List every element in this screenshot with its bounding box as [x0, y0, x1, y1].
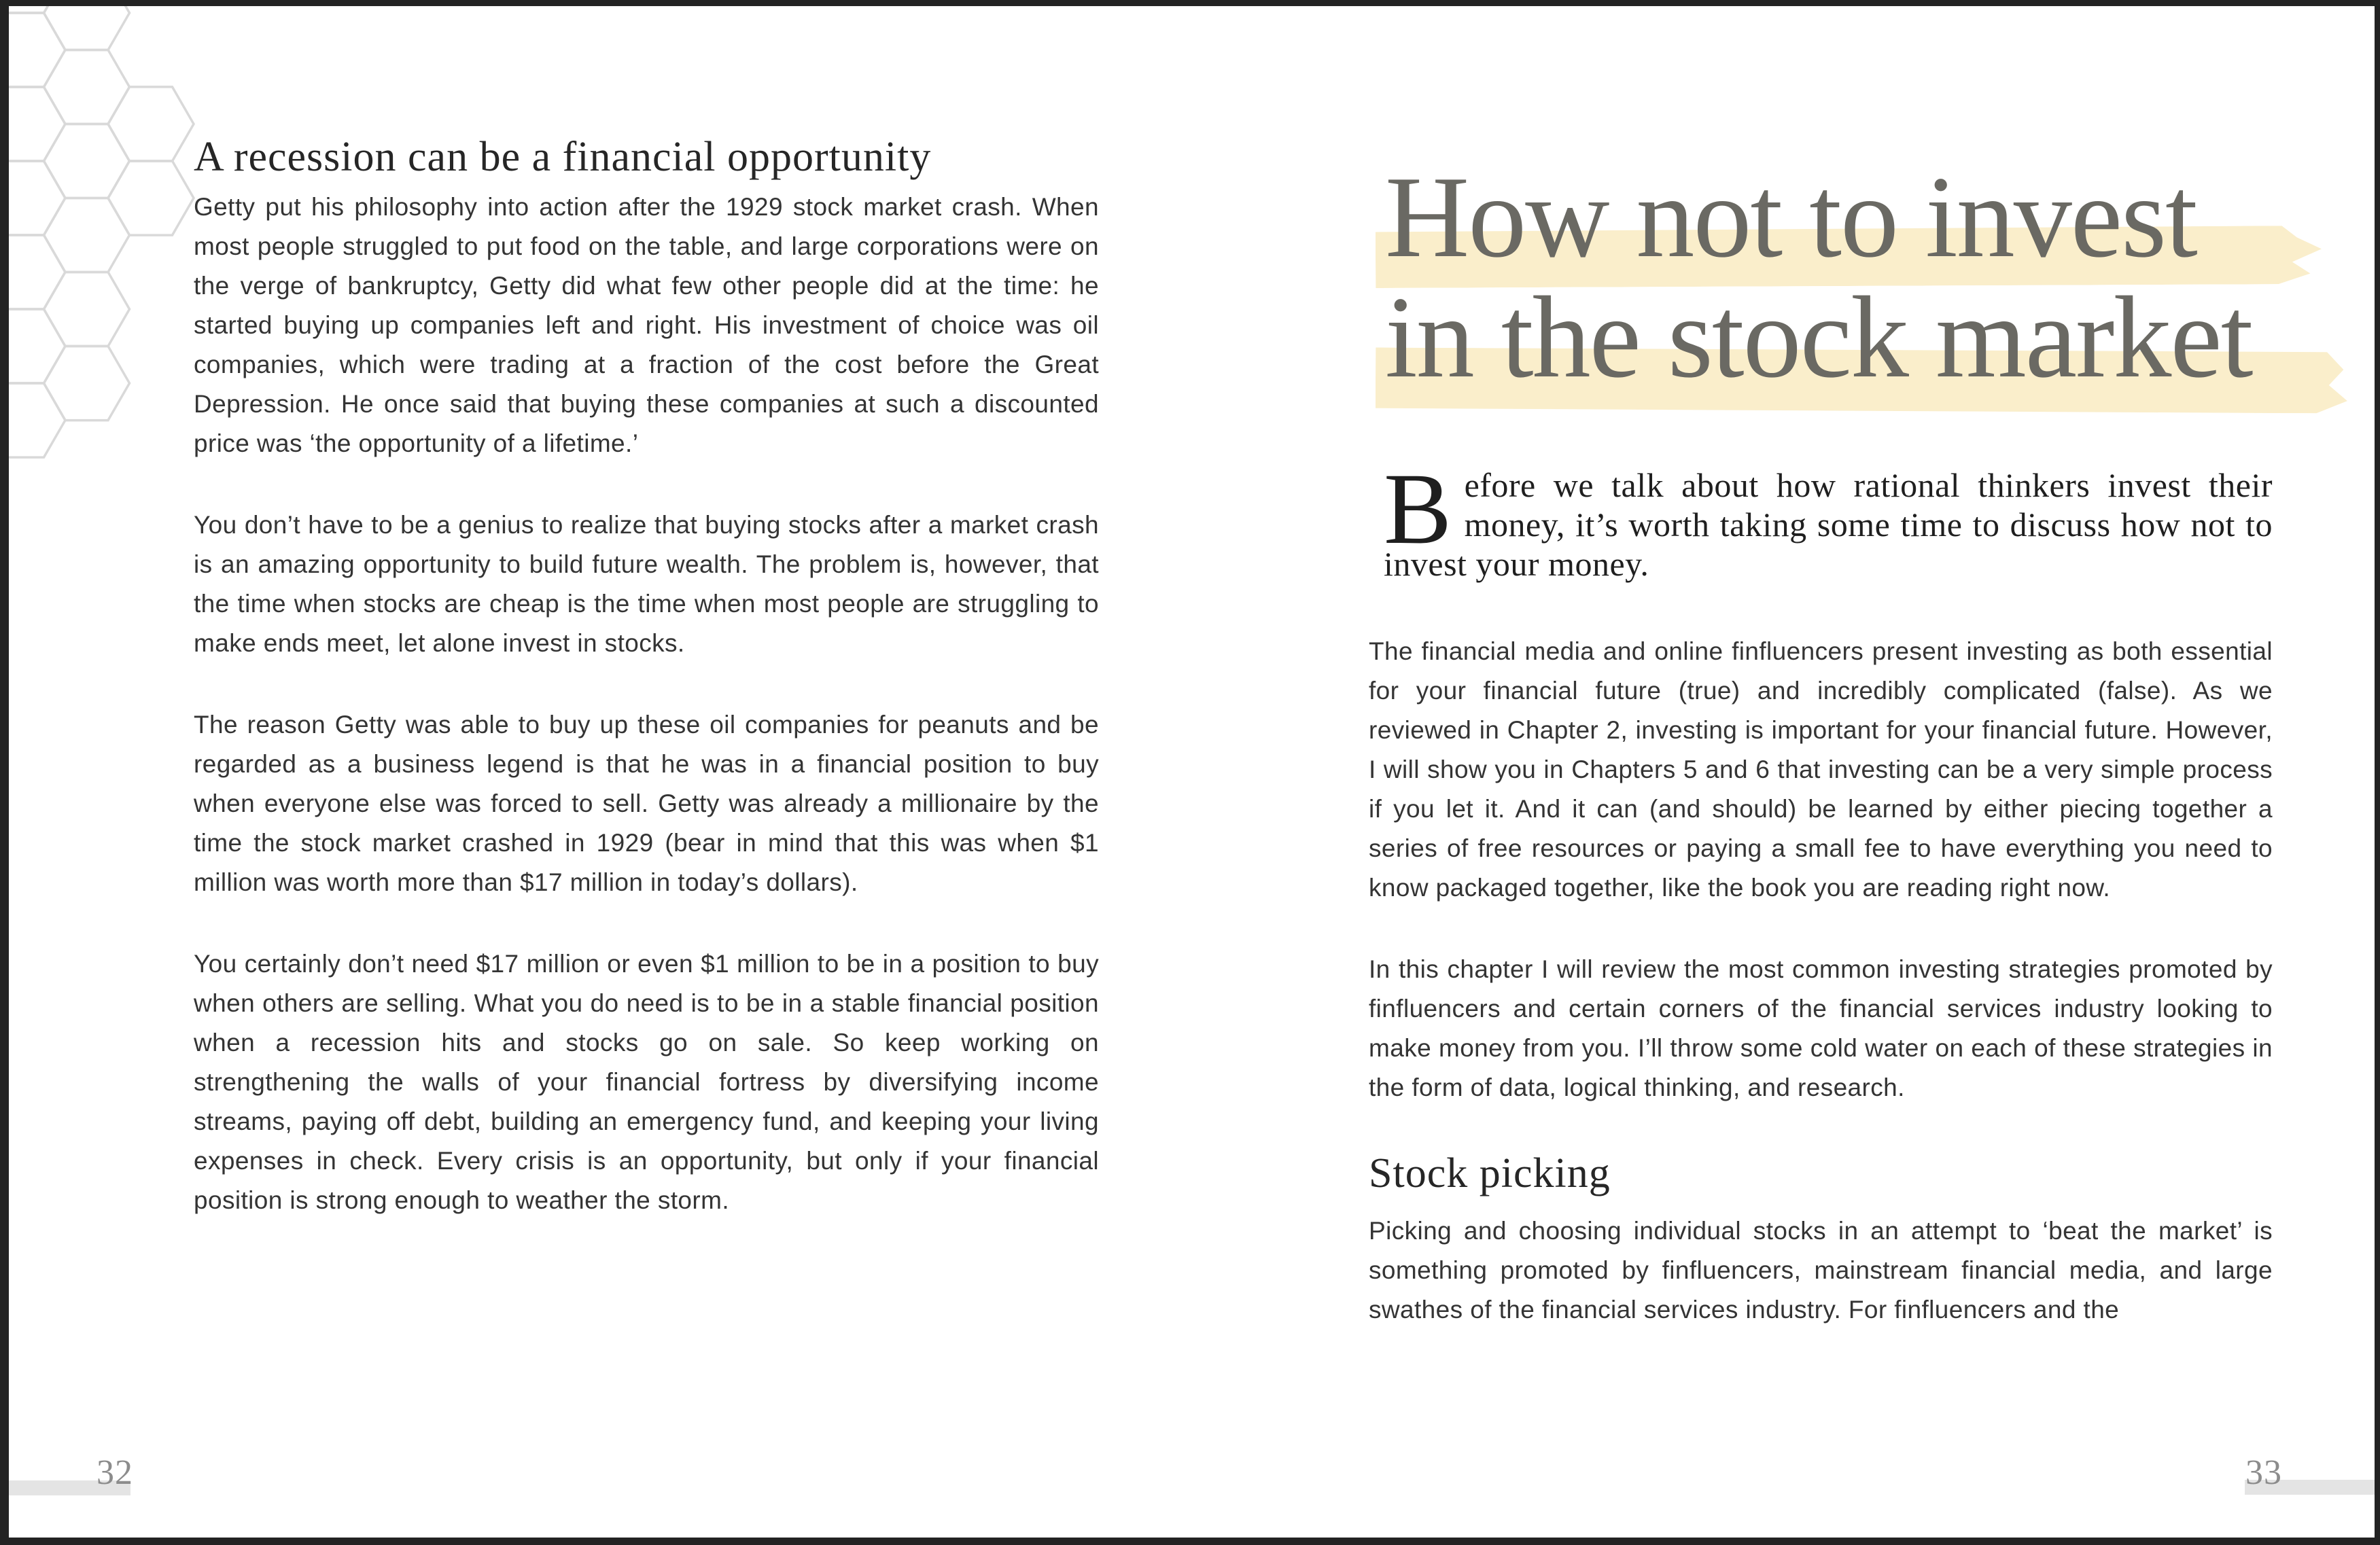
honeycomb-decoration [9, 6, 199, 482]
lede-paragraph [1384, 452, 2273, 584]
section-heading: A recession can be a financial opportunity [194, 134, 932, 180]
page-number: 33 [2245, 1453, 2282, 1492]
page-number: 32 [97, 1453, 133, 1492]
paragraph: You certainly don’t need $17 million or even $1 million to be in a position to buy when others are selling. What you do need is to be in a stable financial position when a recession hits and stocks go on sale. So keep working on strengthening the walls of your financial fortress by diversifying income streams, paying off debt, building an emergency fund, and keeping your living expenses in check. Every crisis is an opportunity, but only if your financial position is strong enough to weather the storm. [194, 950, 1099, 1214]
left-text-column [194, 188, 1099, 1220]
chapter-title-line1: How not to invest [1385, 153, 2197, 282]
paragraph: The financial media and online finfluencers present investing as both essential for your financial future (true) and incredibly complicated (false). As we reviewed in Chapter 2, investing is important for your financial future. However, I will show you in Chapters 5 and 6 that investing can be a very simple process if you let it. And it can (and should) be learned by either piecing together a series of free resources or paying a small fee to have everything you need to know packaged together, like the book you are reading right now. [1369, 637, 2273, 902]
paragraph: Picking and choosing individual stocks in an attempt to ‘beat the market’ is something promoted by finfluencers, mainstream financial media, and large swathes of the financial services industry. For finfluencers and the [1369, 1217, 2273, 1324]
hexagon-pattern-icon [9, 6, 199, 482]
lede-text: efore we talk about how rational thinkers invest their money, it’s worth taking some time to discuss how not to invest your money. [1384, 466, 2273, 583]
sub-heading: Stock picking [1369, 1150, 1611, 1196]
chapter-title [1385, 153, 2252, 402]
paragraph: You don’t have to be a genius to realize that buying stocks after a market crash is an amazing opportunity to build future wealth. The problem is, however, that the time when stocks are cheap is the time when most people are struggling to make ends meet, let alone invest in stocks. [194, 511, 1099, 657]
chapter-title-line2: in the stock market [1385, 273, 2252, 402]
paragraph: Getty put his philosophy into action after the 1929 stock market crash. When most people struggled to put food on the table, and large corporations were on the verge of bankruptcy, Getty did what few other people did at the time: he started buying up companies left and right. His investment of choice was oil companies, which were trading at a fraction of the cost before the Great Depression. He once said that buying these companies at such a discounted price was ‘the opportunity of a lifetime.’ [194, 193, 1099, 457]
drop-cap: B [1384, 452, 1452, 565]
paragraph: The reason Getty was able to buy up these oil companies for peanuts and be regarded as a business legend is that he was in a financial position to buy when everyone else was forced to sell. Getty was already a millionaire by the time the stock market crashed in 1929 (bear in mind that this was when $1 million was worth more than $17 million in today’s dollars). [194, 711, 1099, 896]
right-text-column [1369, 632, 2273, 1330]
paragraph: In this chapter I will review the most common investing strategies promoted by finfluencers and certain corners of the financial services industry looking to make money from you. I’ll throw some cold water on each of these strategies in the form of data, logical thinking, and research. [1369, 955, 2273, 1101]
